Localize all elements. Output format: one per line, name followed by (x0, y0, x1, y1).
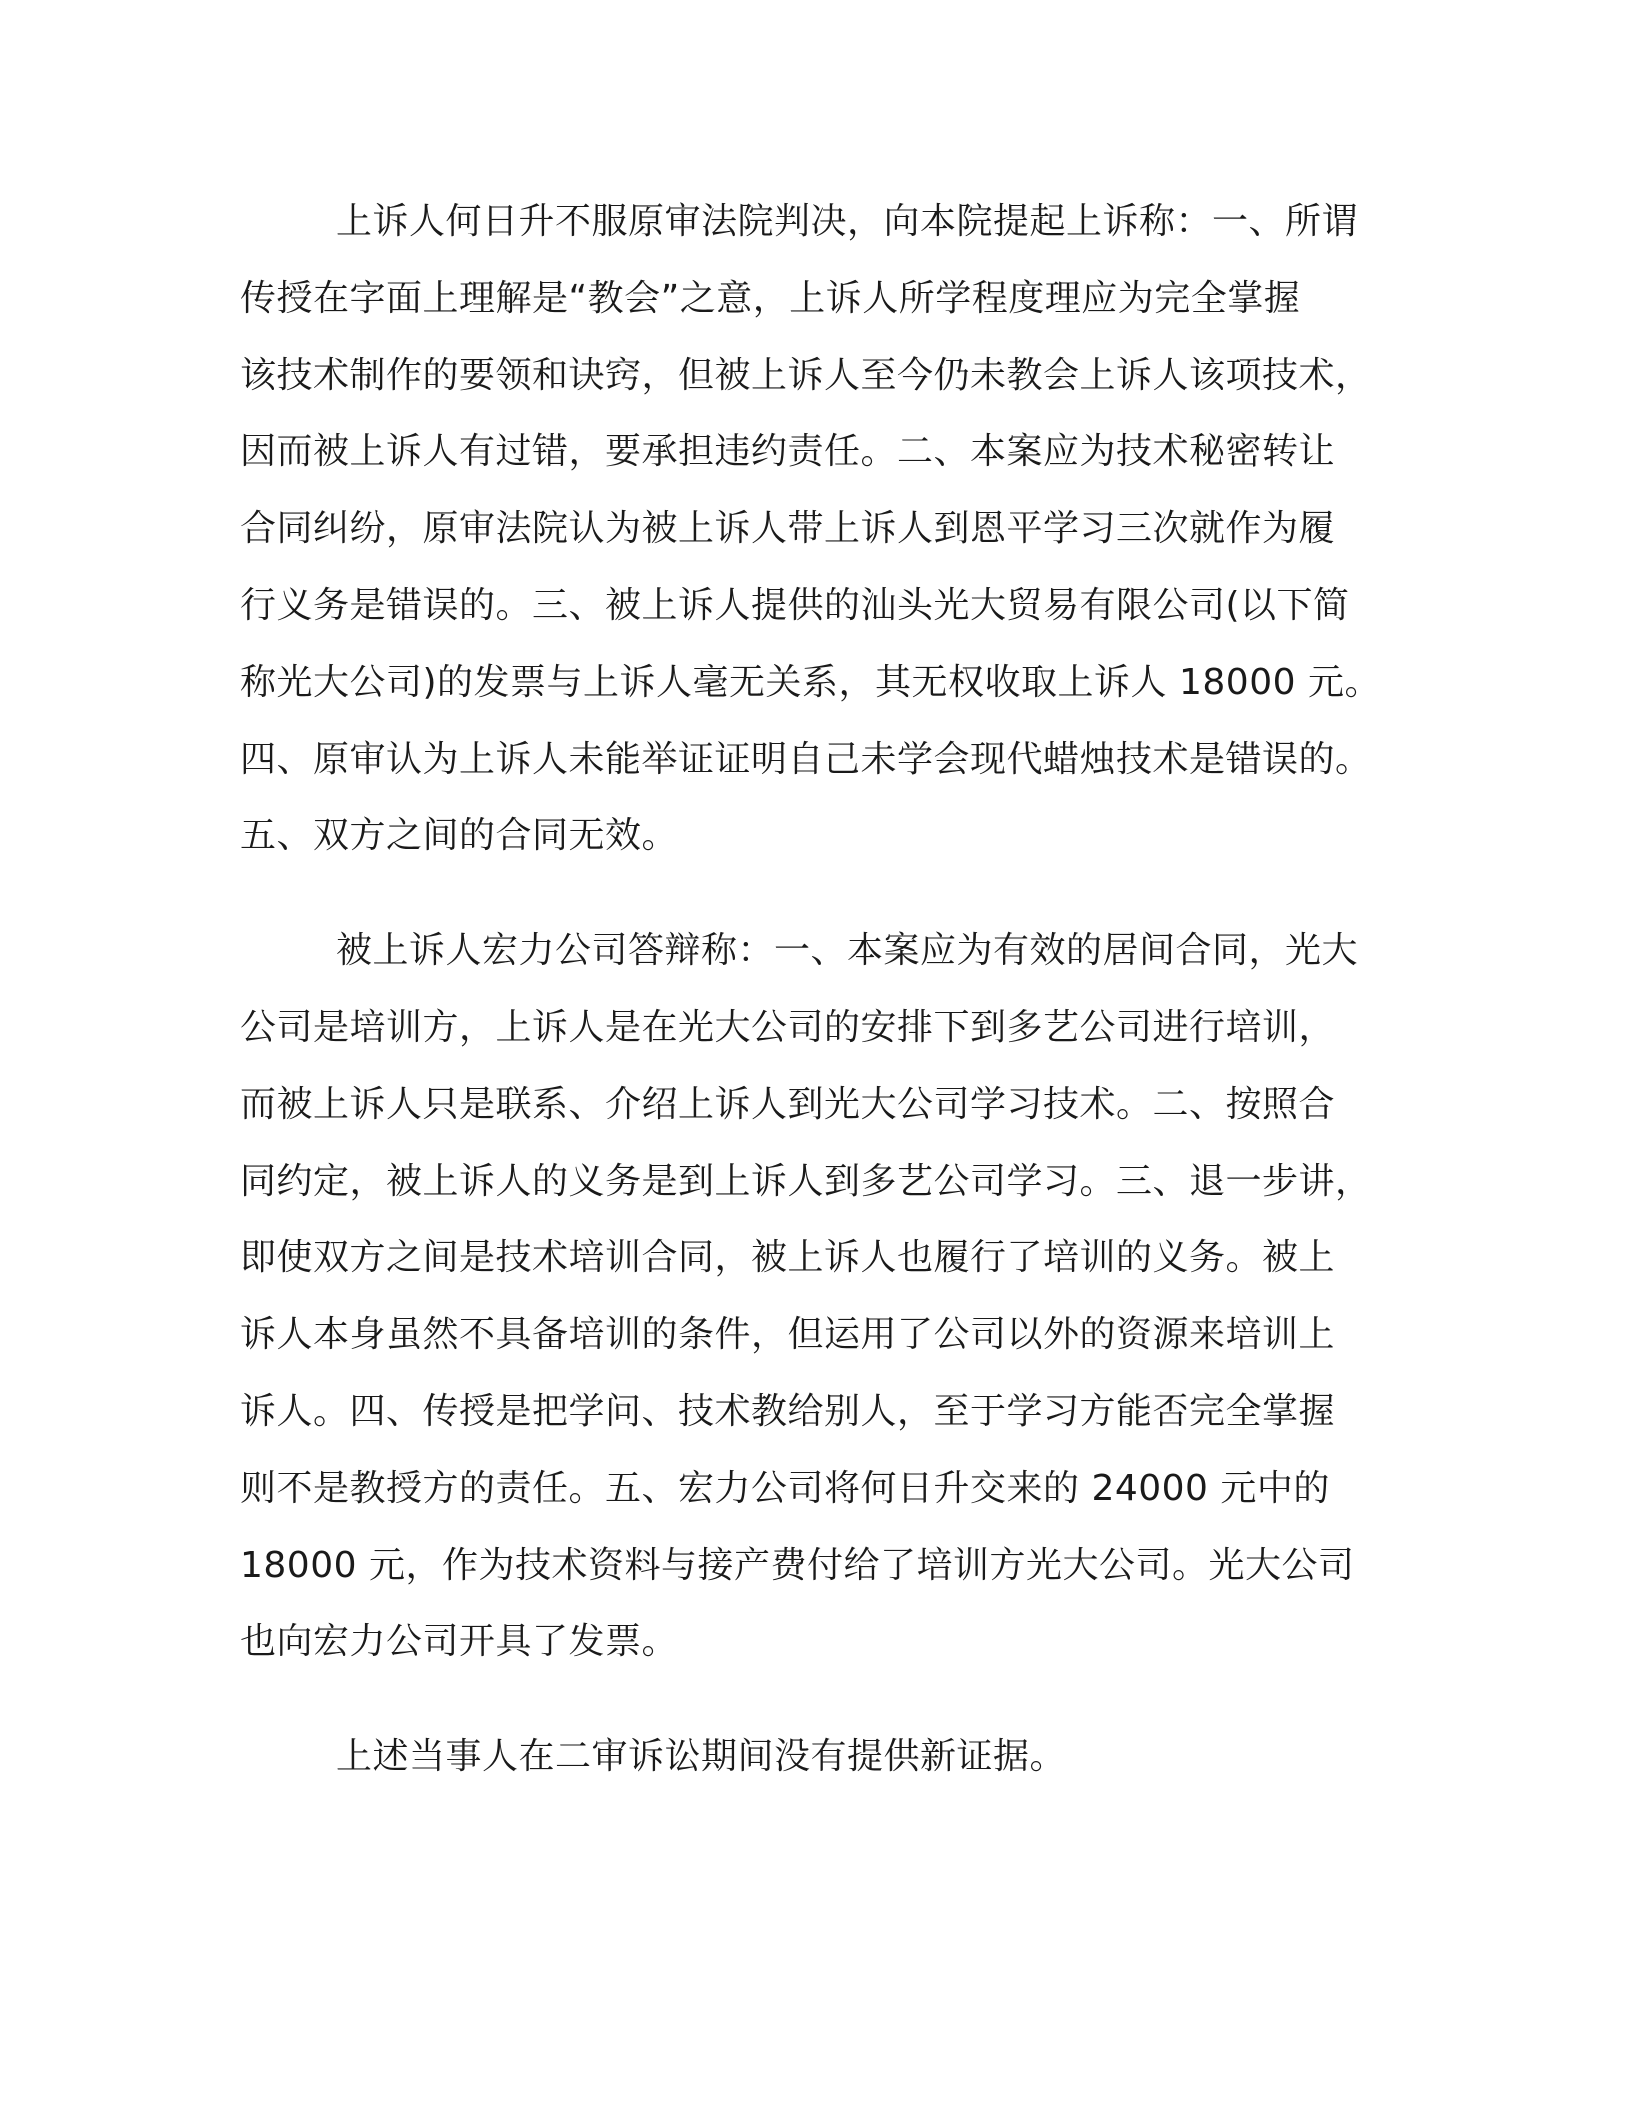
text-line: 上诉人何日升不服原审法院判决，向本院提起上诉称：一、所谓 (336, 201, 1359, 242)
text-line: 诉人本身虽然不具备培训的条件，但运用了公司以外的资源来培训上 (240, 1314, 1336, 1356)
document-body (240, 184, 1388, 1796)
text-line: 因而被上诉人有过错，要承担违约责任。二、本案应为技术秘密转让 (240, 431, 1336, 473)
text-line: 即使双方之间是技术培训合同，被上诉人也履行了培训的义务。被上 (240, 1237, 1336, 1279)
paragraph-appellee-defense (240, 913, 1388, 1681)
text-line: 合同纠纷，原审法院认为被上诉人带上诉人到恩平学习三次就作为履 (240, 508, 1336, 550)
paragraph-no-new-evidence (240, 1719, 1388, 1796)
text-line: 而被上诉人只是联系、介绍上诉人到光大公司学习技术。二、按照合 (240, 1083, 1336, 1125)
paragraph-appellant-claims (240, 184, 1388, 875)
text-line: 同约定，被上诉人的义务是到上诉人到多艺公司学习。三、退一步讲， (240, 1160, 1372, 1202)
text-line: 称光大公司)的发票与上诉人毫无关系，其无权收取上诉人 18000 元。 (240, 661, 1381, 703)
text-line: 五、双方之间的合同无效。 (240, 815, 679, 857)
text-line: 该技术制作的要领和诀窍，但被上诉人至今仍未教会上诉人该项技术， (240, 354, 1372, 396)
text-line: 诉人。四、传授是把学问、技术教给别人，至于学习方能否完全掌握 (240, 1390, 1336, 1432)
text-line: 四、原审认为上诉人未能举证证明自己未学会现代蜡烛技术是错误的。 (240, 738, 1372, 780)
text-line: 18000 元，作为技术资料与接产费付给了培训方光大公司。光大公司 (240, 1544, 1355, 1586)
text-line: 传授在字面上理解是“教会”之意，上诉人所学程度理应为完全掌握 (240, 277, 1301, 319)
text-line: 被上诉人宏力公司答辩称：一、本案应为有效的居间合同，光大 (336, 930, 1359, 972)
text-line: 行义务是错误的。三、被上诉人提供的汕头光大贸易有限公司(以下简 (240, 584, 1350, 626)
text-line: 公司是培训方，上诉人是在光大公司的安排下到多艺公司进行培训， (240, 1006, 1336, 1048)
text-line: 上述当事人在二审诉讼期间没有提供新证据。 (336, 1736, 1067, 1778)
text-line: 则不是教授方的责任。五、宏力公司将何日升交来的 24000 元中的 (240, 1467, 1330, 1509)
text-line: 也向宏力公司开具了发票。 (240, 1621, 679, 1663)
